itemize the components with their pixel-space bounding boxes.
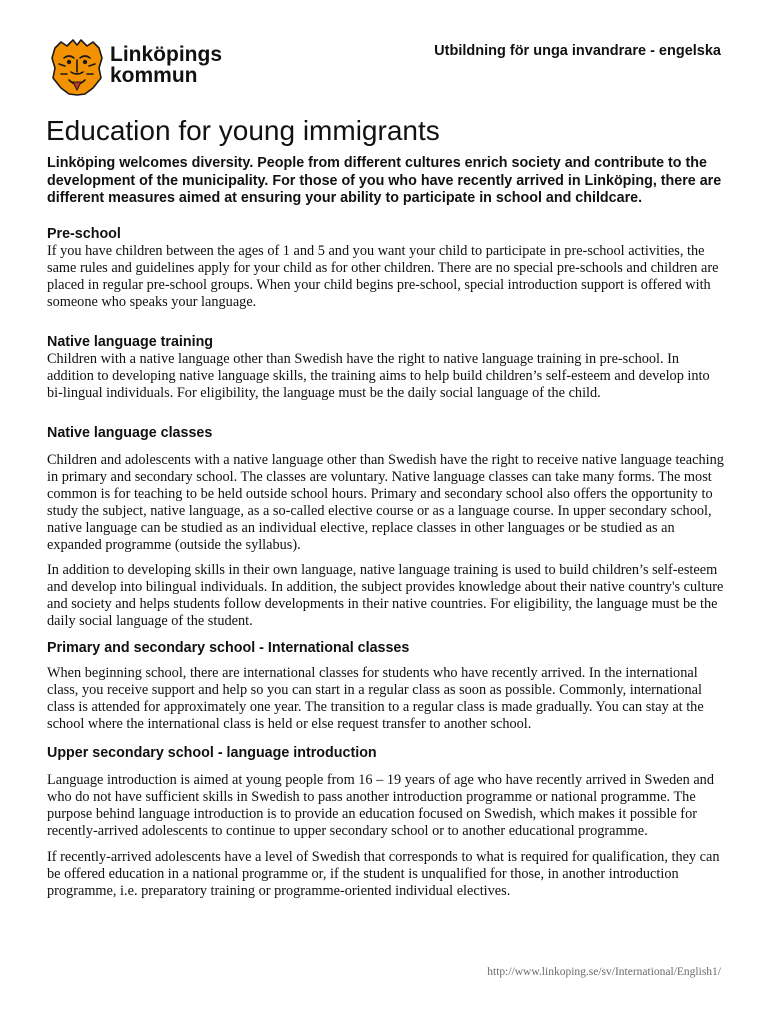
main-content	[47, 155, 727, 900]
section-paragraph: Children and adolescents with a native language other than Swedish have the right to receive native language teaching in primary and secondary school. The classes are voluntary. Native language classes can take many forms. The most common is for teaching to be held outside school hours. Primary and secondary school also offers the opportunity to study the subject, native language, as a so-called elective course or as a language course. In upper secondary school, native language can be studied as an individual elective, replace classes in other languages or be studied as an expanded programme (outside the syllabus).	[47, 451, 724, 553]
section-pre-school	[47, 225, 727, 311]
document-subtitle: Utbildning för unga invandrare - engelska	[434, 43, 721, 59]
section-paragraph: If you have children between the ages of 1 and 5 and you want your child to participate in pre-school activities, the same rules and guidelines apply for your child as for other children. There are no special pre-schools and children are placed in regular pre-school groups. When your child begins pre-school, special introduction support is offered with someone who speaks your language.	[47, 242, 719, 310]
intro-paragraph: Linköping welcomes diversity. People from different cultures enrich society and contribute to the development of the municipality. For those of you who have recently arrived in Linköping, there are different measures aimed at ensuring your ability to participate in school and childcare.	[47, 155, 722, 206]
section-paragraph: Language introduction is aimed at young people from 16 – 19 years of age who have recently arrived in Sweden and who do not have sufficient skills in Swedish to pass another introduction programme or national programme. The purpose behind language introduction is to provide an education focused on Swedish, which makes it possible for recently-arrived adolescents to continue to upper secondary school or to another educational programme.	[47, 771, 714, 839]
section-native-language-training	[47, 333, 727, 402]
lion-head-icon	[47, 38, 107, 96]
section-paragraph: In addition to developing skills in their own language, native language training is used to build children’s self-esteem and develop into bilingual individuals. In addition, the subject provides knowledge about their native country's culture and society and helps students follow developments in their native countries. For eligibility, the language must be the daily social language of the student.	[47, 561, 724, 629]
section-heading: Native language training	[47, 333, 214, 350]
brand-line-2: kommun	[110, 64, 198, 87]
brand-line-1: Linköpings	[110, 43, 222, 66]
footer-url-link[interactable]: http://www.linkoping.se/sv/International/English1/	[487, 966, 721, 978]
section-native-language-classes	[47, 424, 727, 630]
section-paragraph: When beginning school, there are international classes for students who have recently arrived. In the international class, you receive support and help so you can start in a regular class as soon as possible. Commonly, international class is attended for approximately one year. The transition to a regular class is made gradually. You can stay at the school where the international class is held or else request transfer to another school.	[47, 664, 704, 732]
section-heading: Upper secondary school - language introduction	[47, 744, 377, 761]
section-heading: Pre-school	[47, 225, 121, 242]
section-international-classes	[47, 639, 727, 733]
section-paragraph: If recently-arrived adolescents have a level of Swedish that corresponds to what is required for qualification, they can be offered education in a national programme or, if the student is unqualified for those, in another introduction programme, i.e. preparatory training or programme-oriented individual electives.	[47, 848, 720, 899]
section-heading: Primary and secondary school - International classes	[47, 639, 410, 656]
brand-name	[110, 44, 222, 86]
section-heading: Native language classes	[47, 424, 213, 441]
section-paragraph: Children with a native language other than Swedish have the right to native language training in pre-school. In addition to developing native language skills, the training aims to help build children’s self-esteem and develop into bi-lingual individuals. For eligibility, the language must be the daily social language of the child.	[47, 350, 710, 401]
section-language-introduction	[47, 744, 727, 900]
page-title: Education for young immigrants	[46, 115, 440, 146]
